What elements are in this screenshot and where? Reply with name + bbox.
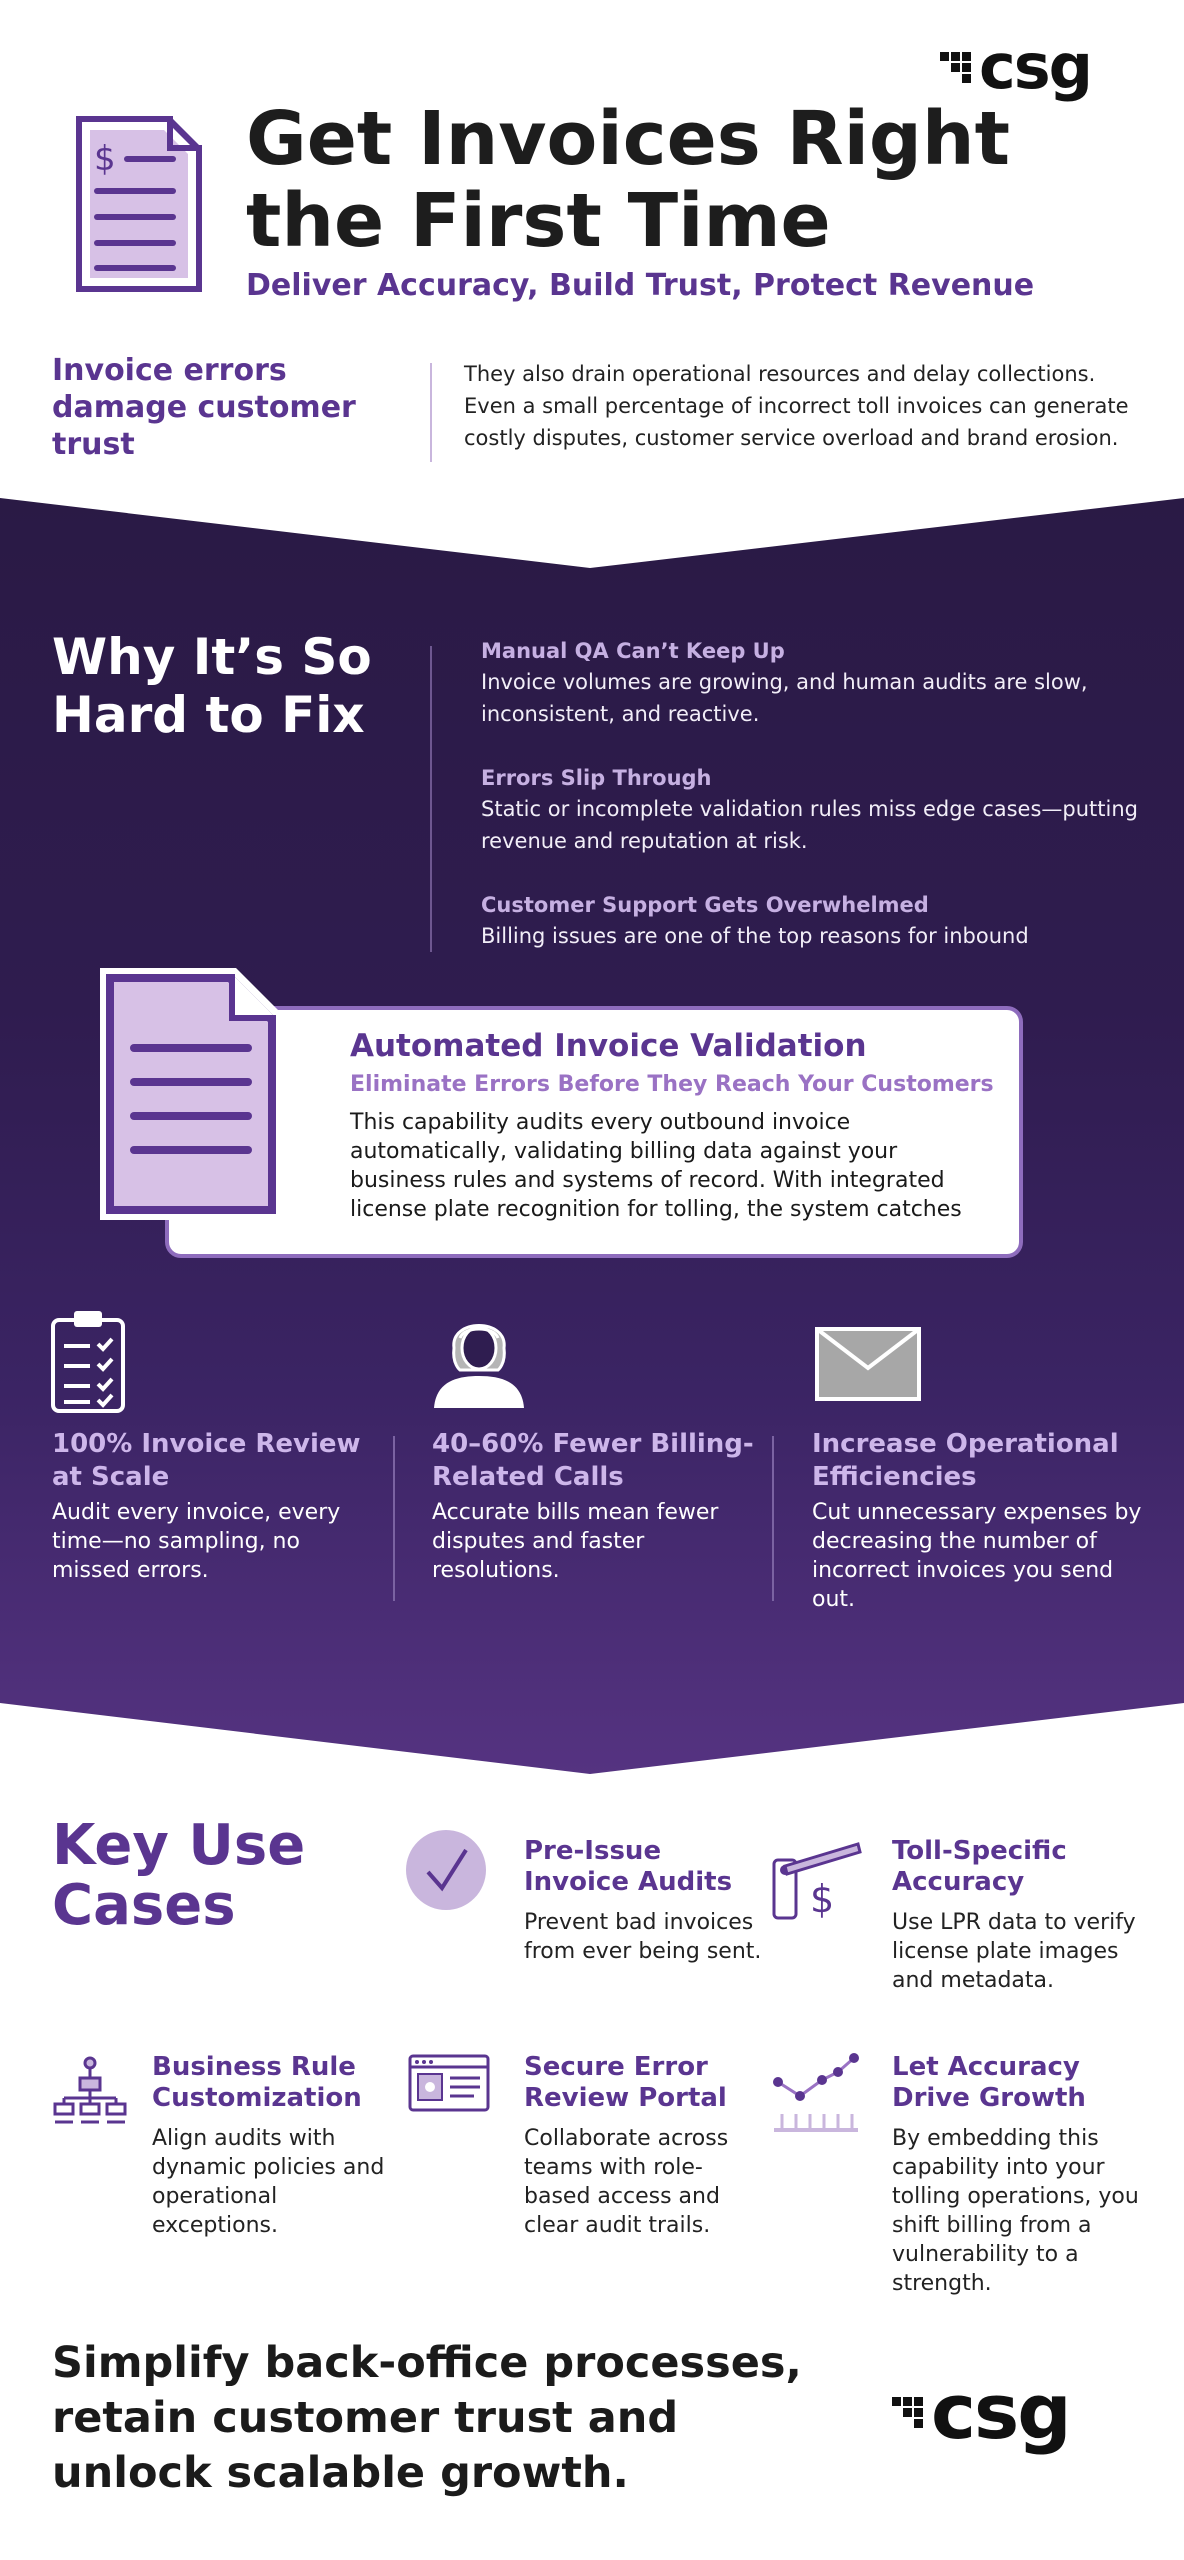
why-item	[481, 636, 1141, 730]
stat-divider	[772, 1436, 774, 1601]
why-item-text: Billing issues are one of the top reasons for inbound	[481, 924, 1029, 948]
use-case-text: By embedding this capability into your tolling operations, you shift billing from a vulnerability to a strength.	[892, 2126, 1139, 2296]
svg-text:$: $	[94, 139, 116, 179]
use-case-item	[152, 2052, 392, 2240]
browser-window-icon	[408, 2054, 490, 2112]
stat-text: Accurate bills mean fewer disputes and faster resolutions.	[432, 1500, 719, 1583]
toll-gate-icon	[770, 1840, 862, 1920]
envelope-icon	[814, 1326, 922, 1402]
support-agent-icon	[432, 1308, 526, 1408]
why-item-heading: Manual QA Can’t Keep Up	[481, 639, 785, 663]
stat-heading: Increase Operational Efficiencies	[812, 1429, 1119, 1492]
invoice-document-icon	[70, 110, 208, 298]
clipboard-checklist-icon	[50, 1308, 126, 1414]
why-item-text: Static or incomplete validation rules miss edge cases—putting revenue and reputation at risk.	[481, 797, 1138, 853]
stat-divider	[393, 1436, 395, 1601]
stat-heading: 100% Invoice Review at Scale	[52, 1429, 361, 1492]
why-item-heading: Customer Support Gets Overwhelmed	[481, 893, 929, 917]
feature-title: Automated Invoice Validation	[350, 1028, 867, 1064]
use-case-text: Use LPR data to verify license plate images and metadata.	[892, 1910, 1136, 1993]
feature-body: This capability audits every outbound invoice automatically, validating billing data against your business rules and systems of record. With integrated license plate recognition for tolling, the system catches	[350, 1110, 962, 1222]
use-case-item	[524, 1836, 764, 1966]
logo-text: csg	[931, 2367, 1070, 2456]
use-case-heading: Let Accuracy Drive Growth	[892, 2052, 1086, 2113]
stat-text: Cut unnecessary expenses by decreasing the number of incorrect invoices you send out.	[812, 1500, 1142, 1612]
use-case-heading: Pre-Issue Invoice Audits	[524, 1836, 733, 1897]
svg-text:$: $	[810, 1877, 835, 1920]
use-case-text: Collaborate across teams with role-based access and clear audit trails.	[524, 2126, 729, 2238]
intro-body: They also drain operational resources and delay collections. Even a small percentage of incorrect toll invoices can generate costly disputes, customer service overload and brand erosion.	[464, 362, 1129, 450]
why-item-text: Invoice volumes are growing, and human audits are slow, inconsistent, and reactive.	[481, 670, 1088, 726]
intro-divider	[430, 363, 432, 462]
stat-item	[812, 1428, 1142, 1614]
use-case-heading: Business Rule Customization	[152, 2052, 362, 2113]
why-section-title: Why It’s So Hard to Fix	[52, 628, 372, 744]
title-line-2: the First Time	[246, 178, 831, 264]
org-chart-icon	[52, 2056, 128, 2128]
stat-item	[432, 1428, 762, 1585]
why-item	[481, 890, 1141, 952]
use-cases-title: Key Use Cases	[52, 1813, 306, 1938]
title-line-1: Get Invoices Right	[246, 96, 1010, 182]
stat-heading: 40–60% Fewer Billing-Related Calls	[432, 1429, 754, 1492]
use-case-text: Align audits with dynamic policies and operational exceptions.	[152, 2126, 385, 2238]
use-case-text: Prevent bad invoices from ever being sent.	[524, 1910, 762, 1964]
use-case-item	[524, 2052, 764, 2240]
feature-document-icon	[96, 964, 286, 1224]
use-case-item	[892, 1836, 1162, 1995]
intro-heading: Invoice errors damage customer trust	[52, 353, 356, 462]
stat-text: Audit every invoice, every time—no sampling, no missed errors.	[52, 1500, 341, 1583]
logo-text: csg	[979, 30, 1092, 103]
page-title	[246, 98, 1066, 262]
use-case-item	[892, 2052, 1162, 2298]
growth-chart-icon	[772, 2052, 860, 2136]
page-subtitle: Deliver Accuracy, Build Trust, Protect Revenue	[246, 268, 1035, 303]
use-case-heading: Secure Error Review Portal	[524, 2052, 727, 2113]
checkmark-circle-icon	[404, 1828, 488, 1912]
feature-subtitle: Eliminate Errors Before They Reach Your Customers	[350, 1072, 994, 1097]
stat-item	[52, 1428, 382, 1585]
use-case-heading: Toll-Specific Accuracy	[892, 1836, 1067, 1897]
closing-statement: Simplify back-office processes, retain customer trust and unlock scalable growth.	[52, 2338, 802, 2498]
why-divider	[430, 646, 432, 952]
logo-pixel-mark-icon	[940, 52, 971, 83]
logo-pixel-mark-icon	[892, 2397, 923, 2428]
why-item	[481, 763, 1141, 857]
csg-logo-footer	[892, 2367, 1070, 2456]
why-item-heading: Errors Slip Through	[481, 766, 712, 790]
csg-logo	[940, 30, 1092, 103]
